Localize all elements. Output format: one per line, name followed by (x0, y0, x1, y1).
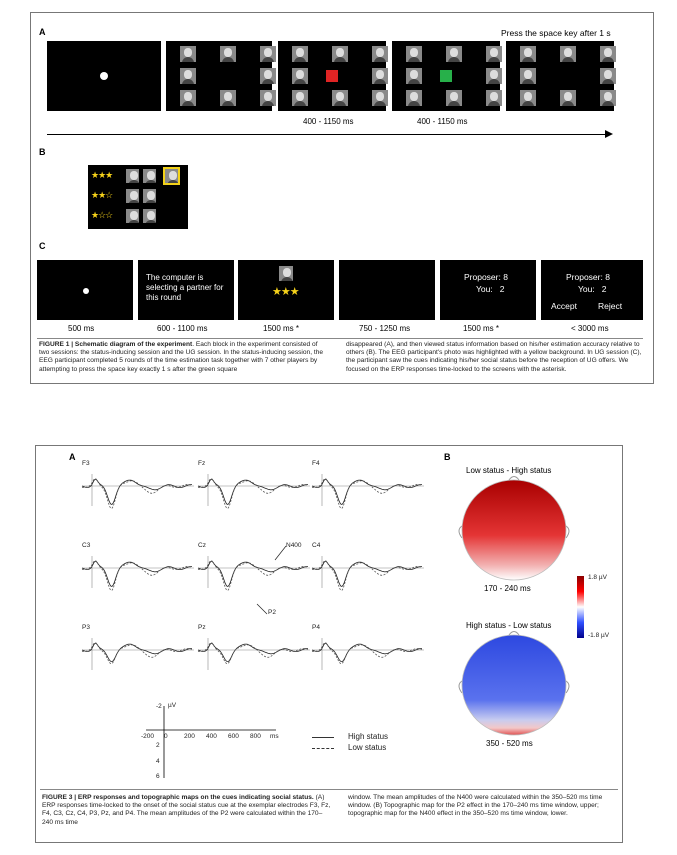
player-photo (260, 68, 276, 84)
fig1-label-a: A (39, 27, 46, 37)
a-time-1: 400 - 1150 ms (303, 117, 354, 126)
player-photo (180, 68, 196, 84)
p2-label: P2 (268, 609, 276, 616)
map1-title: Low status - High status (466, 466, 552, 475)
c-time-6: < 3000 ms (571, 324, 609, 333)
y-tick: 4 (156, 758, 160, 765)
fig3-caption-title: FIGURE 3 | ERP responses and topographic maps on the cues indicating social status. (42, 794, 314, 801)
c-block-selecting (138, 260, 234, 320)
color-scale-bar (577, 576, 584, 638)
stars-row-3: ★☆☆ (91, 210, 113, 220)
n400-pointer (275, 546, 286, 560)
player-photo (260, 90, 276, 106)
fig1-caption-right: disappeared (A), and then viewed status information based on his/her estimation accuracy relative to others (B). The EEG participant's photo was highlighted with a yellow background. In UG session (C), the participant saw the cues indicating his/her social status before the reception of UG offers. We focused on the ERP responses time-locked to the screens with the asterisk. (346, 341, 642, 373)
c-block-blank (339, 260, 435, 320)
response-you: You: 2 (578, 284, 607, 294)
electrode-f4: F4 (312, 460, 320, 467)
low-status-wave (82, 643, 192, 664)
fig3-caption-divider (40, 789, 618, 790)
player-photo (260, 46, 276, 62)
topomap-n400 (454, 629, 574, 739)
a-time-2: 400 - 1150 ms (417, 117, 468, 126)
player-photo (180, 90, 196, 106)
figure-1-panel (30, 12, 654, 384)
x-tick: 400 (206, 733, 217, 740)
electrode-pz: Pz (198, 624, 206, 631)
player-photo (220, 46, 236, 62)
selecting-text: The computer is selecting a partner for this round (146, 273, 224, 302)
press-note: Press the space key after 1 s (501, 28, 611, 38)
fig3-caption-left: FIGURE 3 | ERP responses and topographic maps on the cues indicating social status. (A) ERP responses time-locked to the onset of the social status cue at the exemplar electrodes F3, Fz, F4, C3, Cz, C4, P3, Pz, and P4. The mean amplitudes of the P2 were calculated within the 170–240 ms time (42, 794, 331, 826)
c-time-5: 1500 ms * (463, 324, 500, 333)
stars-row-2: ★★☆ (91, 190, 113, 200)
low-status-wave (312, 561, 422, 591)
legend-high-line (312, 737, 334, 738)
caption-divider (37, 338, 643, 339)
c-time-2: 600 - 1100 ms (157, 324, 208, 333)
reject-option: Reject (598, 301, 623, 311)
electrode-fz: Fz (198, 460, 206, 467)
fixation-dot (100, 72, 108, 80)
stars-row-1: ★★★ (91, 170, 113, 180)
electrode-p4: P4 (312, 624, 320, 631)
electrode-cz: Cz (198, 542, 206, 549)
a-block-red (278, 41, 386, 111)
electrode-p3: P3 (82, 624, 90, 631)
map2-time: 350 - 520 ms (486, 739, 533, 748)
a-block-faces (166, 41, 272, 111)
low-status-wave (312, 643, 422, 664)
red-square (326, 70, 338, 82)
electrode-f3: F3 (82, 460, 90, 467)
fig1-label-c: C (39, 241, 46, 251)
a-block-fixation (47, 41, 161, 111)
low-status-wave (198, 479, 308, 509)
a-block-green (392, 41, 500, 111)
c-time-4: 750 - 1250 ms (359, 324, 411, 333)
c-block-fixation (37, 260, 133, 320)
figure-3-panel (35, 445, 623, 843)
fig1-caption-title: FIGURE 1 | Schematic diagram of the experiment (39, 341, 193, 348)
status-ranking-block (88, 165, 188, 229)
player-photo (180, 46, 196, 62)
offer-you: You: 2 (476, 284, 505, 294)
x-tick: 600 (228, 733, 239, 740)
x-tick: 800 (250, 733, 261, 740)
response-proposer: Proposer: 8 (566, 272, 610, 282)
y-tick: 2 (156, 742, 160, 749)
erp-waveforms (79, 456, 429, 686)
c-block-offer (440, 260, 536, 320)
n400-label: N400 (286, 542, 302, 549)
c-block-response (541, 260, 643, 320)
player-photo (220, 90, 236, 106)
low-status-wave (198, 561, 308, 591)
fig3-label-b: B (444, 452, 451, 462)
axis-uv-tick: -2 (156, 703, 162, 710)
topomap-p2 (454, 474, 574, 584)
map1-time: 170 - 240 ms (484, 584, 531, 593)
fig3-caption-right: window. The mean amplitudes of the N400 were calculated within the 350–520 ms time window. (B) Topographic map for the P2 effect in the 170–240 ms time window, upper; topographic map for the N400 effect in the 350–520 ms time window, lower. (348, 794, 603, 818)
y-tick: 6 (156, 773, 160, 780)
x-tick: 0 (164, 733, 168, 740)
green-square (440, 70, 452, 82)
accept-option: Accept (551, 301, 577, 311)
x-tick: 200 (184, 733, 195, 740)
fig3-label-a: A (69, 452, 76, 462)
x-tick: ms (270, 733, 279, 740)
scale-bottom: -1.8 µV (588, 632, 610, 639)
fig1-label-b: B (39, 147, 46, 157)
low-status-wave (198, 643, 308, 664)
cue-stars: ★★★ (272, 286, 299, 298)
low-status-wave (312, 479, 422, 509)
c-block-cue (238, 260, 334, 320)
map2-title: High status - Low status (466, 621, 552, 630)
legend-high: High status (348, 732, 389, 741)
electrode-c3: C3 (82, 542, 91, 549)
c-time-3: 1500 ms * (263, 324, 300, 333)
offer-proposer: Proposer: 8 (464, 272, 508, 282)
p2-pointer (257, 604, 267, 614)
fixation-dot (83, 288, 89, 294)
legend-low: Low status (348, 743, 387, 752)
fig1-caption-left: FIGURE 1 | Schematic diagram of the experiment. Each block in the experiment consisted of two sessions: the status-inducing session and the UG session. In the status-inducing session, the EEG participant completed 5 rounds of the time estimation task together with 7 other players by attempting to press the space key exactly 1 s after the green square (39, 341, 324, 373)
low-status-wave (82, 479, 192, 509)
x-tick: -200 (141, 733, 155, 740)
c-time-1: 500 ms (68, 324, 95, 333)
axis-uv-unit: µV (168, 702, 177, 709)
participant-highlight (163, 167, 180, 185)
a-block-response (506, 41, 614, 111)
timeline-arrow-a (47, 134, 607, 135)
scale-top: 1.8 µV (588, 574, 607, 581)
electrode-c4: C4 (312, 542, 321, 549)
legend-low-line (312, 748, 334, 749)
low-status-wave (82, 561, 192, 591)
arrow-head-a (605, 130, 613, 138)
